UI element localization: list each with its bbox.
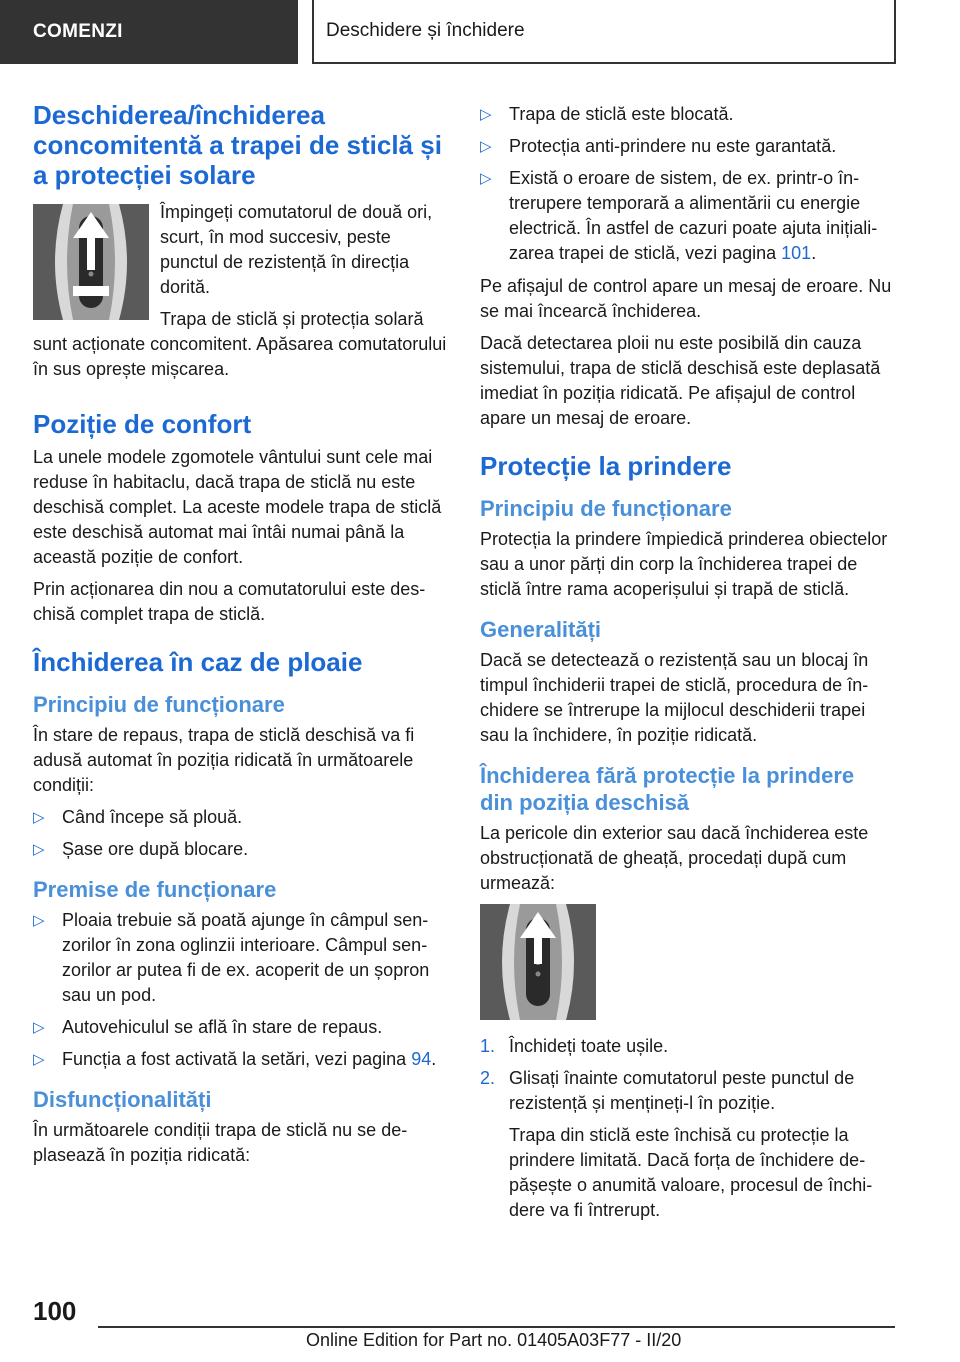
heading-simultaneous: Deschiderea/închiderea concomitentă a trapei de sticlă și a protecției solare [33,100,442,190]
subheading-premises: Premise de funcționare [33,877,277,902]
premises-list [33,908,447,1072]
list-item: ▷ Protecția anti-prindere nu este garantată. [480,134,892,159]
principle-list [33,805,447,862]
heading-pinch-protection: Protecție la prindere [480,451,732,481]
footer-edition: Online Edition for Part no. 01405A03F77 - II/20 [306,1330,682,1350]
chapter-title: Deschidere și închidere [312,0,896,64]
paragraph: Protecția la prindere împiedică prinderea obiectelor sau a unor părți din corp la închiderea trapei de sticlă între rama acoperișului și trapă de sticlă. [480,529,888,599]
triangle-bullet-icon: ▷ [33,841,45,858]
triangle-bullet-icon: ▷ [33,809,45,826]
triangle-bullet-icon: ▷ [33,912,45,929]
triangle-bullet-icon: ▷ [480,138,492,155]
page-link-94[interactable]: 94 [411,1049,432,1069]
paragraph: Trapa de sticlă și protecția solară sunt acționate concomitent. Apăsarea comutatorului în sus oprește mișcarea. [33,309,447,379]
subheading-closing-without-protection: Închiderea fără protecție la prindere din poziția deschisă [480,763,855,815]
triangle-bullet-icon: ▷ [33,1051,45,1068]
section-tab: COMENZI [0,0,298,64]
triangle-bullet-icon: ▷ [33,1019,45,1036]
list-item: ▷ Funcția a fost activată la setări, vezi pagina 94. [33,1047,447,1072]
paragraph: Pe afișajul de control apare un mesaj de eroare. Nu se mai încearcă închiderea. [480,276,892,321]
steps-list [480,1034,892,1223]
paragraph: Prin acționarea din nou a comutatorului este deschisă complet trapa de sticlă. [33,579,426,624]
subheading-general: Generalități [480,617,602,642]
list-item: ▷ Trapa de sticlă este blocată. [480,102,892,127]
paragraph: Dacă se detectează o rezistență sau un blocaj în timpul închiderii trapei de sticlă, procedura de închidere se întrerupe la mijlocul deschiderii trapei sau la închidere, în poziție ridicată. [480,650,869,745]
paragraph: La unele modele zgomotele vântului sunt cele mai reduse în habitaclu, dacă trapa de sticlă nu este deschisă complet. La aceste modele trapa de sticlă este deschisă automat mai întâi numai până la această poziție de confort. [33,447,442,567]
page-link-101[interactable]: 101 [781,243,812,263]
heading-comfort: Poziție de confort [33,409,252,439]
subheading-malfunctions: Disfuncționalități [33,1087,212,1112]
paragraph: În stare de repaus, trapa de sticlă deschisă va fi adusă automat în poziția ridicată în următoarele condiții: [33,725,415,795]
switch-push-twice-image [33,204,149,320]
list-item: 1. Închideți toate ușile. [480,1036,669,1056]
list-item: ▷ Există o eroare de sistem, de ex. printr-o întrerupere temporară a alimentării cu energie electrică. În astfel de cazuri poate ajuta inițializarea trapei de sticlă, vezi pagina 101. [480,168,878,263]
step-note: Trapa din sticlă este închisă cu protecție la prindere limitată. Dacă forța de închidere depășește o anumită valoare, procesul de închidere va fi întrerupt. [509,1125,873,1220]
footer-divider [98,1326,895,1328]
list-item: ▷ Autovehiculul se află în stare de repaus. [33,1015,447,1040]
subheading-principle: Principiu de funcționare [33,692,285,717]
page-number: 100 [33,1296,77,1326]
list-item: ▷ Șase ore după blocare. [33,837,447,862]
subheading-pinch-principle: Principiu de funcționare [480,496,732,521]
heading-rain-closing: Închiderea în caz de ploaie [33,647,363,677]
list-item: 2. Glisați înainte comutatorul peste punctul de rezistență și mențineți-l în poziție. Trapa din sticlă este închisă cu protecție la prindere limitată. Dacă forța de închidere depășește o anumită valoare, procesul de închidere va fi întrerupt. [480,1066,892,1223]
paragraph: La pericole din exterior sau dacă închiderea este obstrucționată de gheață, procedați după cum urmează: [480,823,869,893]
paragraph: Împingeți comutatorul de două ori, scurt, în mod succesiv, peste punctul de rezistență în direcția dorită. [160,202,433,297]
left-column [33,100,447,1175]
triangle-bullet-icon: ▷ [480,106,492,123]
right-column [480,100,892,1230]
list-item: ▷ Ploaia trebuie să poată ajunge în câmpul senzorilor în zona oglinzii interioare. Câmpul senzorilor ar putea fi de ex. acoperit de un șopron sau un pod. [33,910,430,1005]
list-item: ▷ Când începe să plouă. [33,805,447,830]
paragraph: În următoarele condiții trapa de sticlă nu se deplasează în poziția ridicată: [33,1120,408,1165]
paragraph: Dacă detectarea ploii nu este posibilă din cauza sistemului, trapa de sticlă deschisă este deplasată imediat în poziția ridicată. Pe afișajul de control apare un mesaj de eroare. [480,333,881,428]
switch-slide-forward-image [480,904,596,1020]
triangle-bullet-icon: ▷ [480,170,492,187]
malfunctions-list [480,102,892,266]
